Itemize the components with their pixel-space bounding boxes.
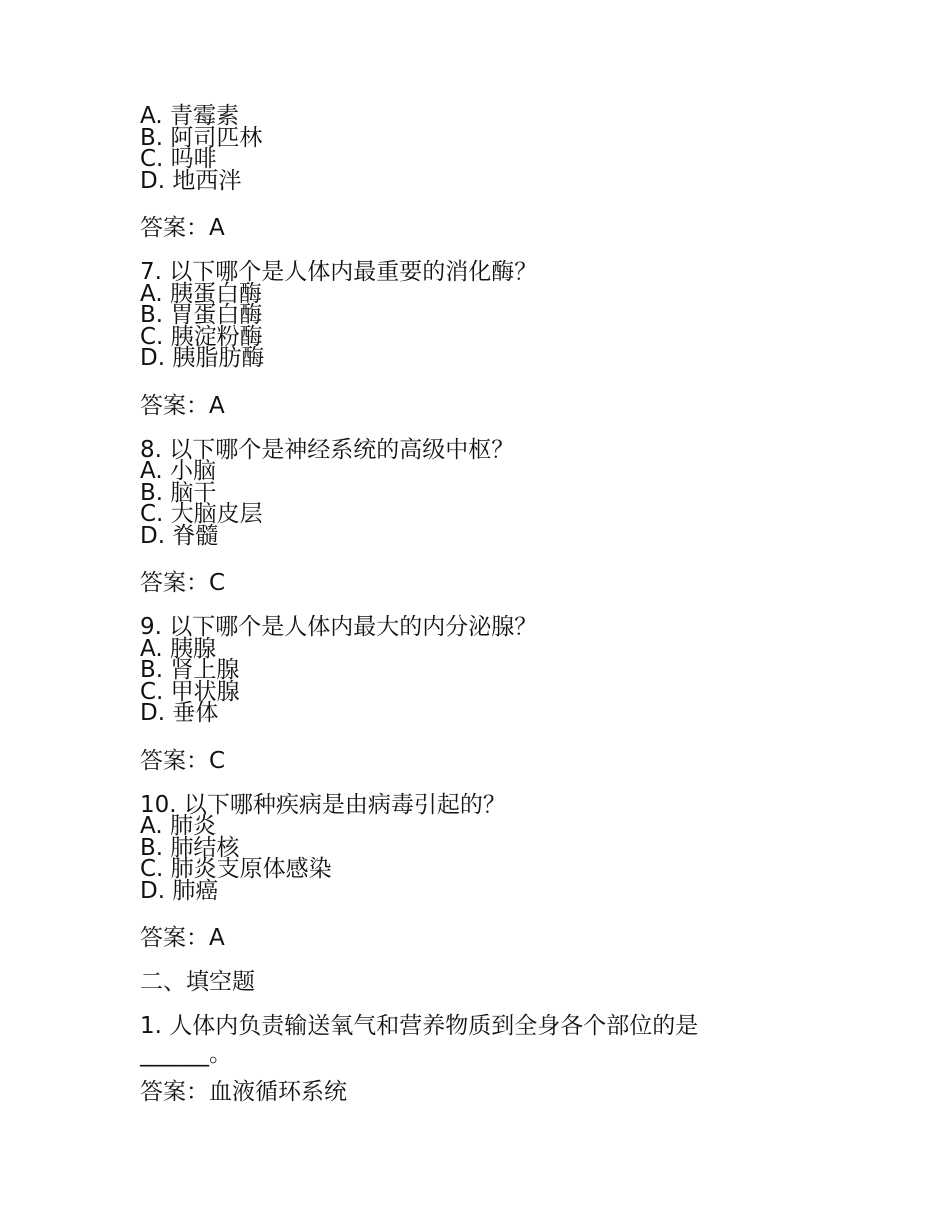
fill-answer-1: 答案：血液循环系统 xyxy=(140,1079,347,1105)
answer-6: 答案：A xyxy=(140,215,225,241)
question-7-text: 7. 以下哪个是人体内最重要的消化酶？ xyxy=(140,259,538,285)
question-9-text: 9. 以下哪个是人体内最大的内分泌腺？ xyxy=(140,614,538,640)
fill-question-1-blank: ______。 xyxy=(140,1041,232,1067)
option-d: D. 胰脂肪酶 xyxy=(140,345,265,371)
option-b: B. 阿司匹林 xyxy=(140,124,263,151)
option-d: D. 地西泮 xyxy=(140,167,242,194)
answer-7: 答案：A xyxy=(140,392,225,419)
section-heading: 二、填空题 xyxy=(140,969,255,995)
option-d: D. 肺癌 xyxy=(140,877,219,904)
option-c: C. 肺炎支原体感染 xyxy=(140,856,332,882)
fill-question-1 xyxy=(140,1012,800,1068)
option-d: D. 垂体 xyxy=(140,700,219,726)
option-a: A. 胰蛋白酶 xyxy=(140,280,262,307)
option-c: C. 甲状腺 xyxy=(140,678,240,705)
option-c: C. 吗啡 xyxy=(140,146,217,172)
option-a: A. 胰腺 xyxy=(140,635,216,662)
fill-question-1-text: 1. 人体内负责输送氧气和营养物质到全身各个部位的是 xyxy=(140,1013,699,1039)
option-d: D. 脊髓 xyxy=(140,522,219,549)
option-b: B. 肺结核 xyxy=(140,834,240,861)
question-8-text: 8. 以下哪个是神经系统的高级中枢？ xyxy=(140,436,515,463)
document-content xyxy=(140,103,800,1106)
question-6-options xyxy=(140,103,800,194)
question-7 xyxy=(140,259,800,371)
question-8 xyxy=(140,436,800,549)
option-a: A. 小脑 xyxy=(140,458,216,484)
question-10 xyxy=(140,791,800,904)
question-10-text: 10. 以下哪种疾病是由病毒引起的？ xyxy=(140,791,506,818)
answer-8: 答案：C xyxy=(140,570,226,596)
option-c: C. 胰淀粉酶 xyxy=(140,323,263,350)
answer-10: 答案：A xyxy=(140,925,225,951)
option-b: B. 脑干 xyxy=(140,479,217,506)
question-9 xyxy=(140,614,800,726)
option-b: B. 胃蛋白酶 xyxy=(140,302,263,328)
option-a: A. 青霉素 xyxy=(140,103,239,129)
option-a: A. 肺炎 xyxy=(140,813,216,839)
option-c: C. 大脑皮层 xyxy=(140,501,263,527)
answer-9: 答案：C xyxy=(140,747,226,774)
option-b: B. 肾上腺 xyxy=(140,657,240,683)
